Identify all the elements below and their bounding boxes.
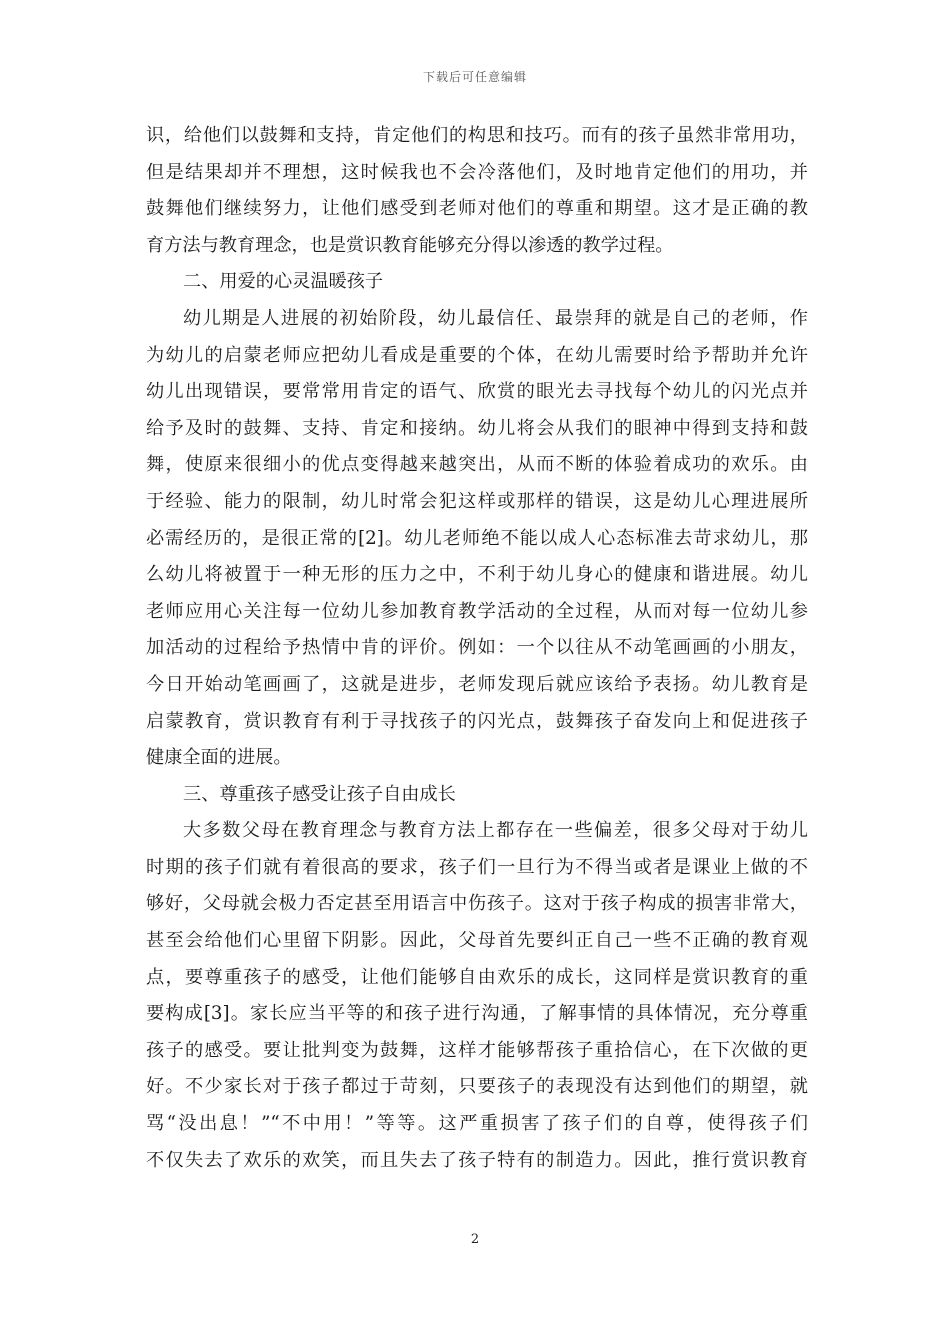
section-heading: 三、尊重孩子感受让孩子自由成长	[183, 783, 456, 805]
text-line: 大多数父母在教育理念与教育方法上都存在一些偏差，很多父母对于幼儿	[183, 820, 808, 842]
text-line: 好。不少家长对于孩子都过于苛刻，只要孩子的表现没有达到他们的期望，就	[146, 1076, 808, 1098]
text-line: 育方法与教育理念，也是赏识教育能够充分得以渗透的教学过程。	[146, 234, 674, 256]
text-line: 于经验、能力的限制，幼儿时常会犯这样或那样的错误，这是幼儿心理进展所	[146, 490, 808, 512]
text-line: 孩子的感受。要让批判变为鼓舞，这样才能够帮孩子重拾信心，在下次做的更	[146, 1039, 808, 1061]
text-line: 但是结果却并不理想，这时候我也不会冷落他们，及时地肯定他们的用功，并	[146, 161, 808, 183]
text-line: 么幼儿将被置于一种无形的压力之中，不利于幼儿身心的健康和谐进展。幼儿	[146, 564, 808, 586]
text-line: 时期的孩子们就有着很高的要求，孩子们一旦行为不得当或者是课业上做的不	[146, 856, 808, 878]
text-line: 鼓舞他们继续努力，让他们感受到老师对他们的尊重和期望。这才是正确的教	[146, 198, 808, 220]
text-line: 不仅失去了欢乐的欢笑，而且失去了孩子特有的制造力。因此，推行赏识教育	[146, 1149, 808, 1171]
page-header: 下载后可任意编辑	[422, 70, 527, 84]
text-line: 启蒙教育，赏识教育有利于寻找孩子的闪光点，鼓舞孩子奋发向上和促进孩子	[146, 710, 808, 732]
text-line: 老师应用心关注每一位幼儿参加教育教学活动的全过程，从而对每一位幼儿参	[146, 600, 808, 622]
text-line: 甚至会给他们心里留下阴影。因此，父母首先要纠正自己一些不正确的教育观	[146, 930, 808, 952]
text-line: 给予及时的鼓舞、支持、肯定和接纳。幼儿将会从我们的眼神中得到支持和鼓	[146, 417, 808, 439]
text-line: 为幼儿的启蒙老师应把幼儿看成是重要的个体，在幼儿需要时给予帮助并允许	[146, 344, 808, 366]
text-line: 加活动的过程给予热情中肯的评价。例如：一个以往从不动笔画画的小朋友，	[146, 637, 808, 659]
text-line: 幼儿期是人进展的初始阶段，幼儿最信任、最崇拜的就是自己的老师，作	[183, 307, 808, 329]
text-line: 健康全面的进展。	[146, 747, 292, 769]
text-line: 点，要尊重孩子的感受，让他们能够自由欢乐的成长，这同样是赏识教育的重	[146, 966, 808, 988]
text-line: 幼儿出现错误，要常常用肯定的语气、欣赏的眼光去寻找每个幼儿的闪光点并	[146, 381, 808, 403]
text-line: 必需经历的，是很正常的[2]。幼儿老师绝不能以成人心态标准去苛求幼儿，那	[146, 527, 808, 549]
text-line: 要构成[3]。家长应当平等的和孩子进行沟通，了解事情的具体情况，充分尊重	[146, 1003, 808, 1025]
text-line: 识，给他们以鼓舞和支持，肯定他们的构思和技巧。而有的孩子虽然非常用功，	[146, 125, 808, 146]
text-line: 舞，使原来很细小的优点变得越来越突出，从而不断的体验着成功的欢乐。由	[146, 454, 808, 476]
text-line: 够好，父母就会极力否定甚至用语言中伤孩子。这对于孩子构成的损害非常大，	[146, 893, 808, 915]
text-line: 今日开始动笔画画了，这就是进步，老师发现后就应该给予表扬。幼儿教育是	[146, 673, 808, 695]
document-body	[146, 118, 808, 1179]
text-line: 骂“没出息！”“不中用！”等等。这严重损害了孩子们的自尊，使得孩子们	[146, 1113, 808, 1135]
page-number: 2	[470, 1232, 480, 1247]
section-heading: 二、用爱的心灵温暖孩子	[183, 271, 384, 293]
